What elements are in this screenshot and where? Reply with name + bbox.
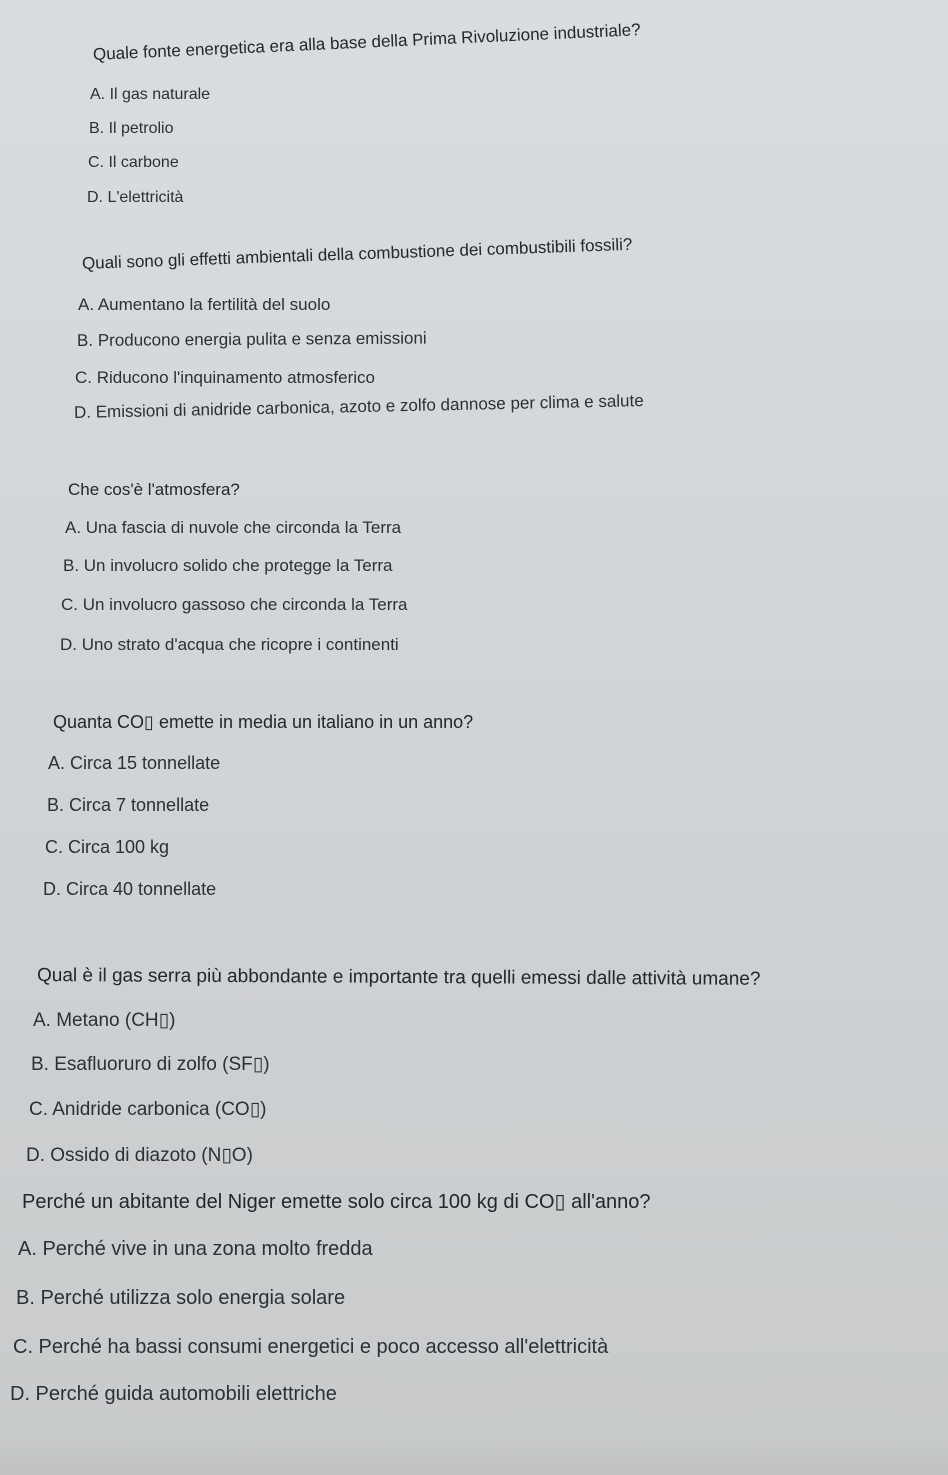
question-5-option-a: A. Metano (CH▯) bbox=[33, 1010, 176, 1031]
question-4-option-b: B. Circa 7 tonnellate bbox=[47, 795, 210, 815]
question-3-option-a: A. Una fascia di nuvole che circonda la Terra bbox=[65, 518, 402, 537]
question-1-option-c: C. Il carbone bbox=[88, 154, 179, 171]
question-2-option-d: D. Emissioni di anidride carbonica, azoto e zolfo dannose per clima e salute bbox=[73, 391, 644, 422]
question-5-option-d: D. Ossido di diazoto (N▯O) bbox=[26, 1145, 253, 1166]
question-5-option-c: C. Anidride carbonica (CO▯) bbox=[29, 1099, 267, 1120]
question-5-option-b: B. Esafluoruro di zolfo (SF▯) bbox=[31, 1054, 270, 1075]
question-2-option-c: C. Riducono l'inquinamento atmosferico bbox=[75, 368, 375, 387]
question-1-text: Quale fonte energetica era alla base della Prima Rivoluzione industriale? bbox=[92, 20, 641, 64]
question-6-option-c: C. Perché ha bassi consumi energetici e poco accesso all'elettricità bbox=[13, 1336, 609, 1358]
question-2-option-b: B. Producono energia pulita e senza emissioni bbox=[76, 328, 427, 350]
question-1-option-a: A. Il gas naturale bbox=[90, 86, 211, 103]
question-3-text: Che cos'è l'atmosfera? bbox=[68, 480, 240, 499]
question-2-text: Quali sono gli effetti ambientali della combustione dei combustibili fossili? bbox=[81, 234, 633, 273]
question-5-text: Qual è il gas serra più abbondante e importante tra quelli emessi dalle attività umane? bbox=[36, 965, 761, 990]
question-2-option-a: A. Aumentano la fertilità del suolo bbox=[78, 295, 331, 314]
question-1-option-b: B. Il petrolio bbox=[89, 120, 174, 137]
question-3-option-d: D. Uno strato d'acqua che ricopre i continenti bbox=[60, 635, 399, 654]
question-4-option-c: C. Circa 100 kg bbox=[45, 837, 170, 857]
question-6-option-a: A. Perché vive in una zona molto fredda bbox=[18, 1238, 373, 1260]
question-4-text: Quanta CO▯ emette in media un italiano in un anno? bbox=[53, 712, 474, 732]
question-6-option-d: D. Perché guida automobili elettriche bbox=[10, 1383, 337, 1405]
question-6-option-b: B. Perché utilizza solo energia solare bbox=[16, 1287, 346, 1309]
question-6-text: Perché un abitante del Niger emette solo circa 100 kg di CO▯ all'anno? bbox=[22, 1191, 651, 1213]
question-3-option-b: B. Un involucro solido che protegge la Terra bbox=[63, 556, 393, 575]
question-4-option-d: D. Circa 40 tonnellate bbox=[43, 879, 217, 899]
question-1-option-d: D. L'elettricità bbox=[87, 189, 184, 206]
paper-bottom-shadow bbox=[0, 1435, 948, 1475]
question-4-option-a: A. Circa 15 tonnellate bbox=[48, 753, 221, 773]
question-3-option-c: C. Un involucro gassoso che circonda la Terra bbox=[61, 595, 408, 614]
